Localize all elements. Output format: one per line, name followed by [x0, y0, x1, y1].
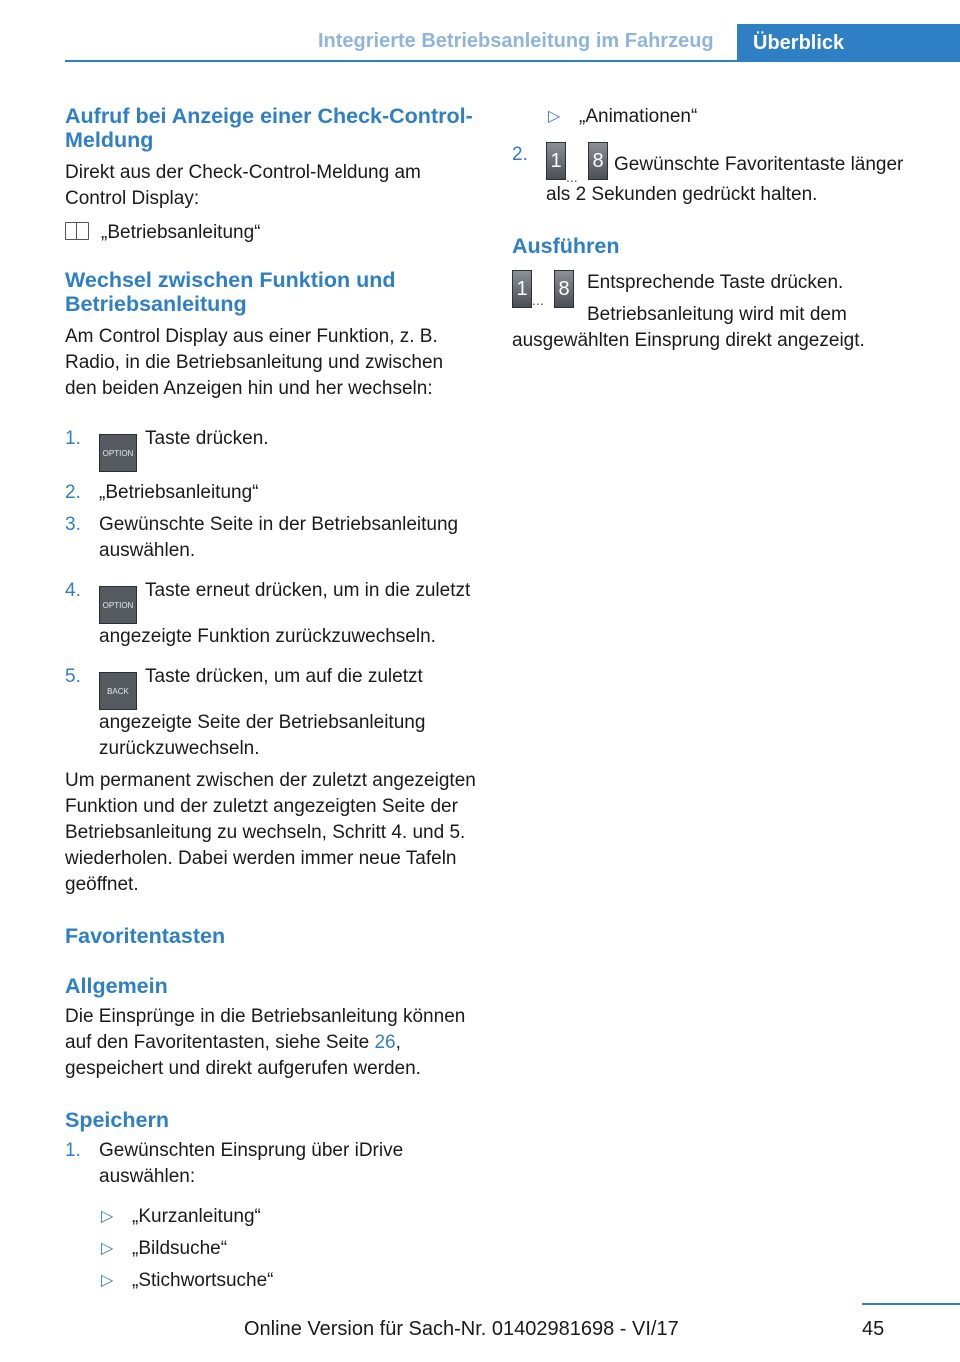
triangle-bullet-icon: ▷	[101, 1272, 114, 1289]
running-header-section: Integrierte Betriebsanleitung im Fahrzeug	[318, 30, 714, 52]
step-text: Taste erneut drücken, um in die zuletzt angezeigte Funktion zurückzuwechseln.	[99, 580, 471, 647]
step-number: 4.	[65, 580, 81, 601]
save-option	[99, 1268, 480, 1294]
step-5	[65, 664, 480, 762]
save-option-label: „Animationen“	[579, 106, 698, 127]
favorite-keys-icon	[546, 142, 606, 185]
allgemein-text-b: , gespeichert und direkt aufgerufen werden.	[65, 1032, 421, 1079]
step-number: 2.	[512, 144, 528, 165]
heading-allgemein: Allgemein	[65, 974, 168, 998]
heading-check-control: Aufruf bei Anzeige einer Check-Control-Meldung	[65, 104, 473, 152]
step-number: 2.	[65, 482, 81, 503]
page-number: 45	[862, 1318, 885, 1340]
favorite-keys-icon	[512, 270, 572, 310]
key-8-icon: 8	[588, 142, 608, 180]
step-4	[65, 578, 480, 650]
step-number: 1.	[65, 1140, 81, 1161]
step-number: 1.	[65, 428, 81, 449]
triangle-bullet-icon: ▷	[101, 1240, 114, 1257]
allgemein-text-a: Die Einsprünge in die Betriebsanleitung können auf den Favoritentasten, siehe Seite	[65, 1006, 466, 1053]
manual-book-icon	[65, 222, 89, 240]
save-option	[546, 104, 927, 130]
step-2	[65, 480, 480, 506]
ausfuehren-text-2: Betriebsanleitung wird mit dem ausgewählten Einsprung direkt angezeigt.	[512, 304, 865, 351]
key-8-icon: 8	[554, 270, 574, 308]
wechsel-text: Am Control Display aus einer Funktion, z. B. Radio, in die Betriebsanleitung und zwischen den beiden Anzeigen hin und her wechseln:	[65, 326, 444, 399]
book-item	[65, 220, 480, 246]
heading-favoriten: Favoritentasten	[65, 924, 226, 948]
ellipsis: ...	[532, 292, 544, 308]
step-1	[65, 426, 480, 472]
step-text: „Betriebsanleitung“	[99, 482, 259, 503]
ausfuehren-text-1: Entsprechende Taste drücken.	[587, 272, 844, 293]
key-1-icon: 1	[546, 142, 566, 180]
save-option-label: „Bildsuche“	[132, 1238, 228, 1259]
step-text: Gewünschte Seite in der Betriebsanleitung auswählen.	[99, 514, 459, 561]
save-option	[99, 1236, 480, 1262]
step-3	[65, 512, 480, 564]
check-control-text: Direkt aus der Check-Control-Meldung am Control Display:	[65, 162, 421, 209]
option-button-icon: OPTION	[99, 434, 137, 472]
save-option	[99, 1204, 480, 1230]
header-rule	[65, 60, 960, 62]
step-text: Taste drücken, um auf die zuletzt angezeigte Seite der Betriebsanleitung zurückzuwechseln.	[99, 666, 426, 759]
chapter-tab: Überblick	[737, 24, 960, 62]
back-button-icon: BACK	[99, 672, 137, 710]
book-item-label: „Betriebsanleitung“	[101, 222, 261, 243]
right-column	[512, 104, 927, 354]
heading-speichern: Speichern	[65, 1108, 169, 1132]
triangle-bullet-icon: ▷	[101, 1208, 114, 1225]
ausfuehren-block	[512, 270, 927, 308]
heading-ausfuehren: Ausführen	[512, 234, 620, 258]
key-1-icon: 1	[512, 270, 532, 308]
step-number: 5.	[65, 666, 81, 687]
option-button-icon: OPTION	[99, 586, 137, 624]
step-number: 3.	[65, 514, 81, 535]
step-text: Gewünschte Favoritentaste länger als 2 Sekunden gedrückt halten.	[546, 154, 904, 205]
page-link[interactable]: 26	[374, 1032, 396, 1053]
online-version-note: Online Version für Sach-Nr. 01402981698 - VI/17	[244, 1318, 679, 1340]
ellipsis: ...	[566, 169, 578, 185]
step-text: Gewünschten Einsprung über iDrive auswählen:	[99, 1140, 404, 1187]
heading-wechsel: Wechsel zwischen Funktion und Betriebsanleitung	[65, 268, 396, 316]
step-text: Taste drücken.	[145, 428, 269, 449]
save-option-label: „Stichwortsuche“	[132, 1270, 274, 1291]
save-step-1	[65, 1138, 480, 1190]
save-options	[65, 1204, 480, 1294]
footer-rule	[862, 1303, 960, 1305]
allgemein-text	[65, 1004, 480, 1082]
triangle-bullet-icon: ▷	[548, 108, 561, 125]
left-column	[65, 104, 480, 1294]
save-step-2	[512, 142, 927, 208]
permanent-text: Um permanent zwischen der zuletzt angezeigten Funktion und der zuletzt angezeigten Seite der Betriebsanleitung zu wechseln, Schritt 4. und 5. wiederholen. Dabei werden immer neue Tafeln geöffnet.	[65, 770, 476, 895]
save-option-label: „Kurzanleitung“	[132, 1206, 261, 1227]
